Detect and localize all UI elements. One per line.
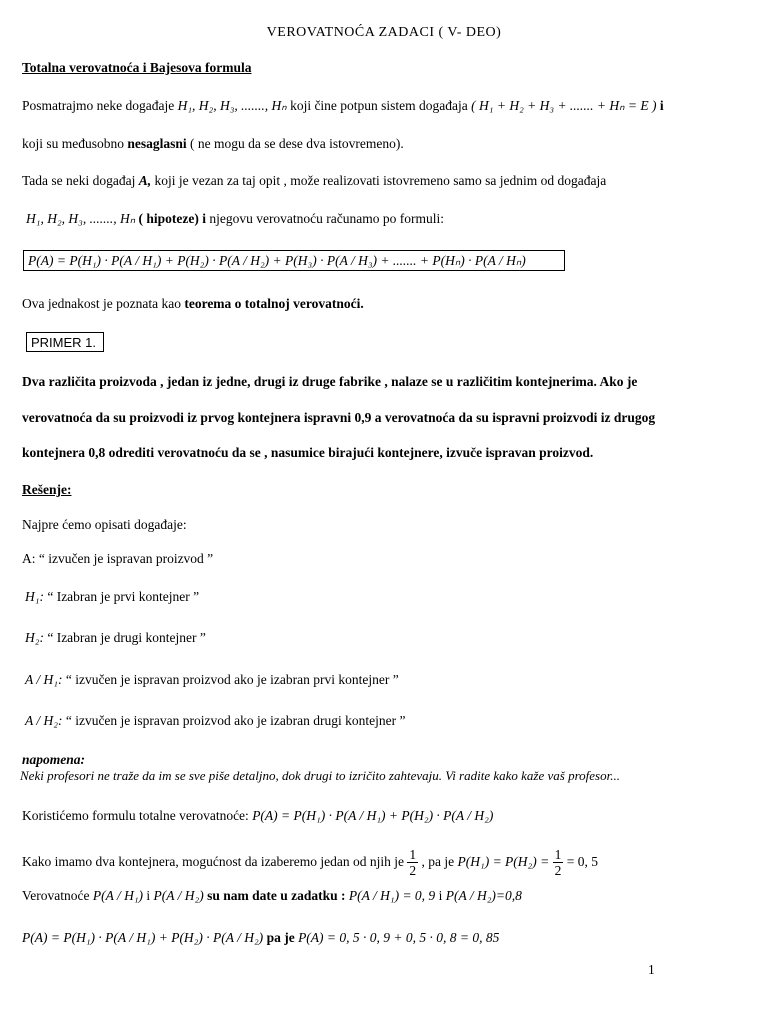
given-value: P(A / H₂)=0,8 [445,888,522,903]
intro-text: koji čine potpun sistem događaja [286,98,472,113]
hypothesis-probability-expr: P(H₁) = P(H₂) = [457,854,553,869]
event-definition [25,629,206,647]
event-symbol: A: [22,551,36,566]
final-bold-text: pa je [263,930,299,945]
complete-system-expr: ( H₁ + H₂ + H₃ + ....... + Hₙ = E ) [471,98,657,113]
total-probability-formula: P(A) = P(H₁) · P(A / H₁) + P(H₂) · P(A / H₂) + P(H₃) · P(A / H₃) + ....... + P(Hₙ) · P(A / Hₙ) [23,250,565,271]
solution-intro: Najpre ćemo opisati događaje: [22,517,187,532]
given-line [22,887,522,905]
event-symbol: A / H₁: [25,672,63,687]
fraction-numerator: 1 [409,847,417,863]
containers-text: , pa je [418,854,458,869]
hypotheses-list: H₁, H₂, H₃, ......., Hₙ [177,98,287,113]
intro-line-2 [22,135,404,153]
use-formula-line [22,807,493,825]
solution-heading: Rešenje: [22,482,72,497]
intro-text: koji je vezan za taj opit , može realizovati istovremeno samo sa jednim od događaja [151,173,607,188]
containers-result: = 0, 5 [563,854,598,869]
intro-line-4 [26,210,444,228]
nesaglasni-term: nesaglasni [127,136,187,151]
primer-label: PRIMER 1. [26,332,104,352]
given-text: i [435,888,446,903]
intro-text: Posmatrajmo neke događaje [22,98,178,113]
event-definition [25,671,399,689]
page-number: 1 [648,962,655,977]
given-bold-text: su nam date u zadatku : [203,888,349,903]
page-title: VEROVATNOĆA ZADACI ( V- DEO) [266,25,502,40]
fraction-one-half [553,847,564,878]
fraction-one-half [407,847,418,878]
given-text: Verovatnoće [22,888,93,903]
problem-line-1: Dva različita proizvoda , jedan iz jedne, drugi iz druge fabrike , nalaze se u različitim kontejnerima. Ako je [22,374,638,389]
intro-text: i [656,98,664,113]
theorem-text: Ova jednakost je poznata kao [22,296,185,311]
note-title: napomena: [22,752,86,767]
note-text: Neki profesori ne traže da im se sve piše detaljno, dok drugi to izričito zahtevaju. Vi radite kako kaže vaš profesor... [20,768,620,783]
event-a-symbol: A, [138,173,152,188]
event-text: “ izvučen je ispravan proizvod ako je izabran drugi kontejner ” [62,713,406,728]
intro-text: njegovu verovatnoću računamo po formuli: [209,211,445,226]
event-text: “ Izabran je prvi kontejner ” [43,589,200,604]
given-expr: P(A / H₂) [153,888,204,903]
intro-line-1 [22,97,664,115]
event-definition [25,588,199,606]
final-line [22,929,499,947]
event-symbol: H₁: [25,589,44,604]
event-text: “ Izabran je drugi kontejner ” [43,630,206,645]
final-formula: P(A) = P(H₁) · P(A / H₁) + P(H₂) · P(A / H₂) [22,930,264,945]
theorem-name: teorema o totalnoj verovatnoći. [184,296,364,311]
section-heading: Totalna verovatnoća i Bajesova formula [22,60,252,75]
hypotheses-list: H₁, H₂, H₃, ......., Hₙ [26,211,136,226]
intro-text: Tada se neki događaj [22,173,139,188]
final-calculation: P(A) = 0, 5 · 0, 9 + 0, 5 · 0, 8 = 0, 85 [298,930,500,945]
containers-text: Kako imamo dva kontejnera, mogućnost da izaberemo jedan od njih je [22,854,408,869]
event-text: “ izvučen je ispravan proizvod ako je izabran prvi kontejner ” [62,672,399,687]
fraction-numerator: 1 [554,847,562,863]
theorem-line [22,295,364,313]
containers-line [22,846,598,878]
intro-text: koji su međusobno [22,136,128,151]
event-definition [25,712,405,730]
given-text: i [143,888,154,903]
problem-line-2: verovatnoća da su proizvodi iz prvog kontejnera ispravni 0,9 a verovatnoća da su ispravni proizvodi iz drugog [22,410,656,425]
event-text: “ izvučen je ispravan proizvod ” [35,551,214,566]
fraction-denominator: 2 [409,863,417,879]
hipoteze-term: ( hipoteze) i [135,211,210,226]
intro-text: ( ne mogu da se dese dva istovremeno). [186,136,404,151]
given-expr: P(A / H₁) [92,888,144,903]
event-symbol: A / H₂: [25,713,63,728]
event-symbol: H₂: [25,630,44,645]
intro-line-3 [22,172,606,190]
given-value: P(A / H₁) = 0, 9 [348,888,436,903]
use-formula-text: Koristićemo formulu totalne verovatnoće: [22,808,253,823]
event-definition [22,550,213,568]
two-hypothesis-formula: P(A) = P(H₁) · P(A / H₁) + P(H₂) · P(A / H₂) [252,808,494,823]
problem-line-3: kontejnera 0,8 odrediti verovatnoću da se , nasumice birajući kontejnere, izvuče ispravan proizvod. [22,445,594,460]
fraction-denominator: 2 [554,863,562,879]
